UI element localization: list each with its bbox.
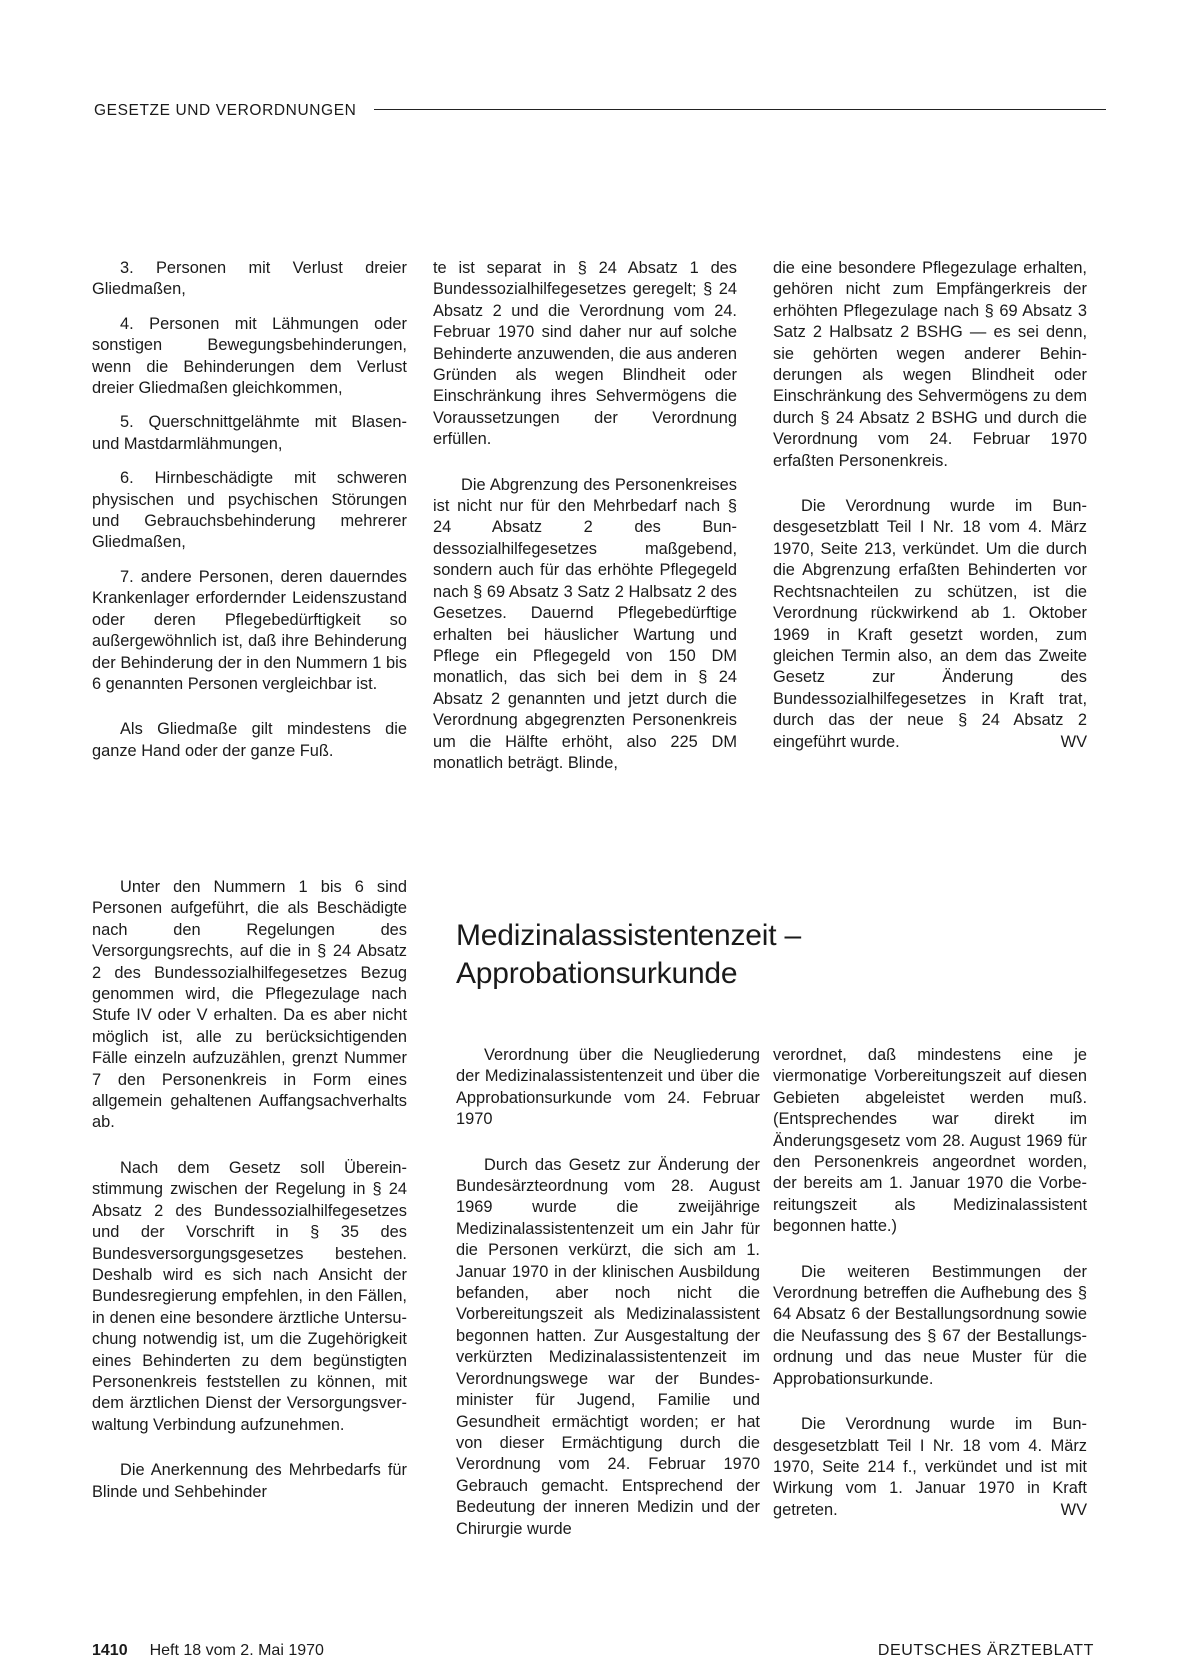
column-3-top	[773, 258, 1087, 766]
page-number: 1410	[92, 1642, 128, 1659]
paragraph: Unter den Nummern 1 bis 6 sind Personen aufgeführt, die als Beschädigte nach den Regelungen des Versorgungsrechts, auf die in § 24 Absatz 2 des Bundessozialhilfegesetzes Bezug genommen wird, die Pflegezulage nach Stufe IV oder V erhalten. Da es aber nicht möglich ist, alle zu berücksichtigenden Fälle einzeln aufzuzählen, grenzt Nummer 7 den Personenkreis in Form eines allgemein gehaltenen Auffangsachverhalts ab.	[92, 878, 407, 1132]
paragraph: 6. Hirnbeschädigte mit schweren physischen und psychischen Störungen und Gebrauchsbehinderung mehrerer Gliedmaßen,	[92, 469, 407, 552]
paragraph: 3. Personen mit Verlust dreier Gliedmaßen,	[92, 259, 407, 299]
journal-name: DEUTSCHES ÄRZTEBLATT	[877, 1642, 1094, 1659]
paragraph: 7. andere Personen, deren dauerndes Krankenlager erfordernder Leidenszustand oder deren Pflegebedürftigkeit so außergewöhnlich ist, daß ihre Behinderung der Behinderung der in den Nummern 1 bis 6 genannten Personen vergleichbar ist.	[92, 567, 407, 693]
article-2-column-2	[456, 1045, 760, 1553]
paragraph-text: Die Verordnung wurde im Bundesgesetzblatt Teil I Nr. 18 vom 4. März 1970, Seite 213, verkündet. Um die durch die Abgrenzung erfaßten Behinderten vor Rechtsnachteilen zu schützen, ist die Verordnung rückwirkend ab 1. Oktober 1969 in Kraft gesetzt worden, zum gleichen Termin also, an dem das Zweite Gesetz zur Änderung des Bundessozialhilfegesetzes in Kraft trat, durch das der neue § 24 Absatz 2 eingeführt wurde.	[773, 497, 1087, 751]
paragraph: die eine besondere Pflegezulage erhalten, gehören nicht zum Empfängerkreis der erhöhten Pflegezulage nach § 69 Absatz 3 Satz 2 Halbsatz 2 BSHG — es sei denn, sie gehörten wegen anderer Behinderungen als wegen Blindheit oder Einschränkung des Sehvermögens zu dem durch § 24 Absatz 2 BSHG und durch die Verordnung vom 24. Februar 1970 erfaßten Personenkreis.	[773, 259, 1087, 470]
article-title-line-2: Approbationsurkunde	[456, 957, 738, 990]
article-title	[456, 917, 1096, 993]
article-title-line-1: Medizinalassistentenzeit –	[456, 919, 801, 952]
paragraph: 5. Querschnittgelähmte mit Blasen- und Mastdarmlähmungen,	[92, 413, 407, 453]
page-footer	[92, 1639, 1094, 1663]
paragraph	[773, 496, 1087, 753]
column-1-top	[92, 258, 407, 775]
author-signature: WV	[1060, 732, 1087, 751]
article-2-column-3	[773, 1045, 1087, 1534]
paragraph-text: Die Verordnung wurde im Bundesgesetzblatt Teil I Nr. 18 vom 4. März 1970, Seite 214 f., verkündet und ist mit Wirkung vom 1. Januar 1970 in Kraft getreten.	[773, 1415, 1087, 1519]
paragraph: Nach dem Gesetz soll Übereinstimmung zwischen der Regelung in § 24 Absatz 2 des Bundessozialhilfegesetzes und der Vorschrift in § 35 des Bundesversorgungsgesetzes bestehen. Deshalb wird es sich nach Ansicht der Bundesregierung empfehlen, in den Fällen, in denen eine besondere ärztliche Untersuchung notwendig ist, um die Zugehörigkeit eines Behinderten zu dem begünstigten Personenkreis feststellen zu können, mit dem ärztlichen Dienst der Versorgungsverwaltung Verbindung aufzunehmen.	[92, 1158, 407, 1434]
paragraph: Die Abgrenzung des Personenkreises ist nicht nur für den Mehrbedarf nach § 24 Absatz 2 des Bundessozialhilfegesetzes maßgebend, sondern auch für das erhöhte Pflegegeld nach § 69 Absatz 3 Satz 2 Halbsatz 2 des Gesetzes. Dauernd Pflegebedürftige erhalten bei häuslicher Wartung und Pflege ein Pflegegeld von 150 DM monatlich, das sich bei dem in § 24 Absatz 2 genannten und jetzt durch die Verordnung abgegrenzten Personenkreis um die Hälfte erhöht, also 225 DM monatlich beträgt. Blinde,	[433, 475, 737, 772]
paragraph: 4. Personen mit Lähmungen oder sonstigen Bewegungsbehinderungen, wenn die Behinderungen dem Verlust dreier Gliedmaßen gleichkommen,	[92, 314, 407, 398]
running-header	[94, 99, 1106, 123]
column-2-top	[433, 258, 737, 787]
column-1-bottom	[92, 877, 407, 1516]
paragraph: Verordnung über die Neugliederung der Medizinalassistentenzeit und über die Approbationsurkunde vom 24. Februar 1970	[456, 1046, 760, 1129]
paragraph: Die Anerkennung des Mehrbedarfs für Blinde und Sehbehinder	[92, 1461, 407, 1501]
paragraph: verordnet, daß mindestens eine je viermonatige Vorbereitungszeit auf diesen Gebieten abgeleistet werden muß. (Entsprechendes war direkt im Änderungsgesetz vom 28. August 1969 für den Personenkreis angeordnet worden, der bereits am 1. Januar 1970 die Vorbereitungszeit als Medizinalassistent begonnen hatte.)	[773, 1046, 1087, 1236]
paragraph: Die weiteren Bestimmungen der Verordnung betreffen die Aufhebung des § 64 Absatz 6 der Bestallungsordnung sowie die Neufassung des § 67 der Bestallungsordnung und das neue Muster für die Approbationsurkunde.	[773, 1262, 1087, 1388]
header-rule	[374, 109, 1106, 110]
paragraph: Als Gliedmaße gilt mindestens die ganze Hand oder der ganze Fuß.	[92, 720, 407, 760]
author-signature: WV	[1060, 1500, 1087, 1519]
paragraph	[773, 1414, 1087, 1521]
paragraph: Durch das Gesetz zur Änderung der Bundesärzteordnung vom 28. August 1969 wurde die zweijährige Medizinalassistentenzeit um ein Jahr für die Personen verkürzt, die sich am 1. Januar 1970 in der klinischen Ausbildung befanden, aber noch nicht die Vorbereitungszeit als Medizinalassistent begonnen hatten. Zur Ausgestaltung der verkürzten Medizinalassistentenzeit im Verordnungswege war der Bundesminister für Jugend, Familie und Gesundheit ermächtigt worden; er hat von dieser Ermächtigung durch die Verordnung vom 24. Februar 1970 Gebrauch gemacht. Entsprechend der Bedeutung der inneren Medizin und der Chirurgie wurde	[456, 1155, 760, 1538]
section-title: GESETZE UND VERORDNUNGEN	[94, 102, 357, 119]
paragraph: te ist separat in § 24 Absatz 1 des Bundessozialhilfegesetzes geregelt; § 24 Absatz 2 und die Verordnung vom 24. Februar 1970 sind daher nur auf solche Behinderte anzuwenden, die aus anderen Gründen als wegen Blindheit oder Einschränkung ihres Sehvermögens die Voraussetzungen der Verordnung erfüllen.	[433, 259, 737, 449]
issue-info: Heft 18 vom 2. Mai 1970	[149, 1642, 324, 1659]
